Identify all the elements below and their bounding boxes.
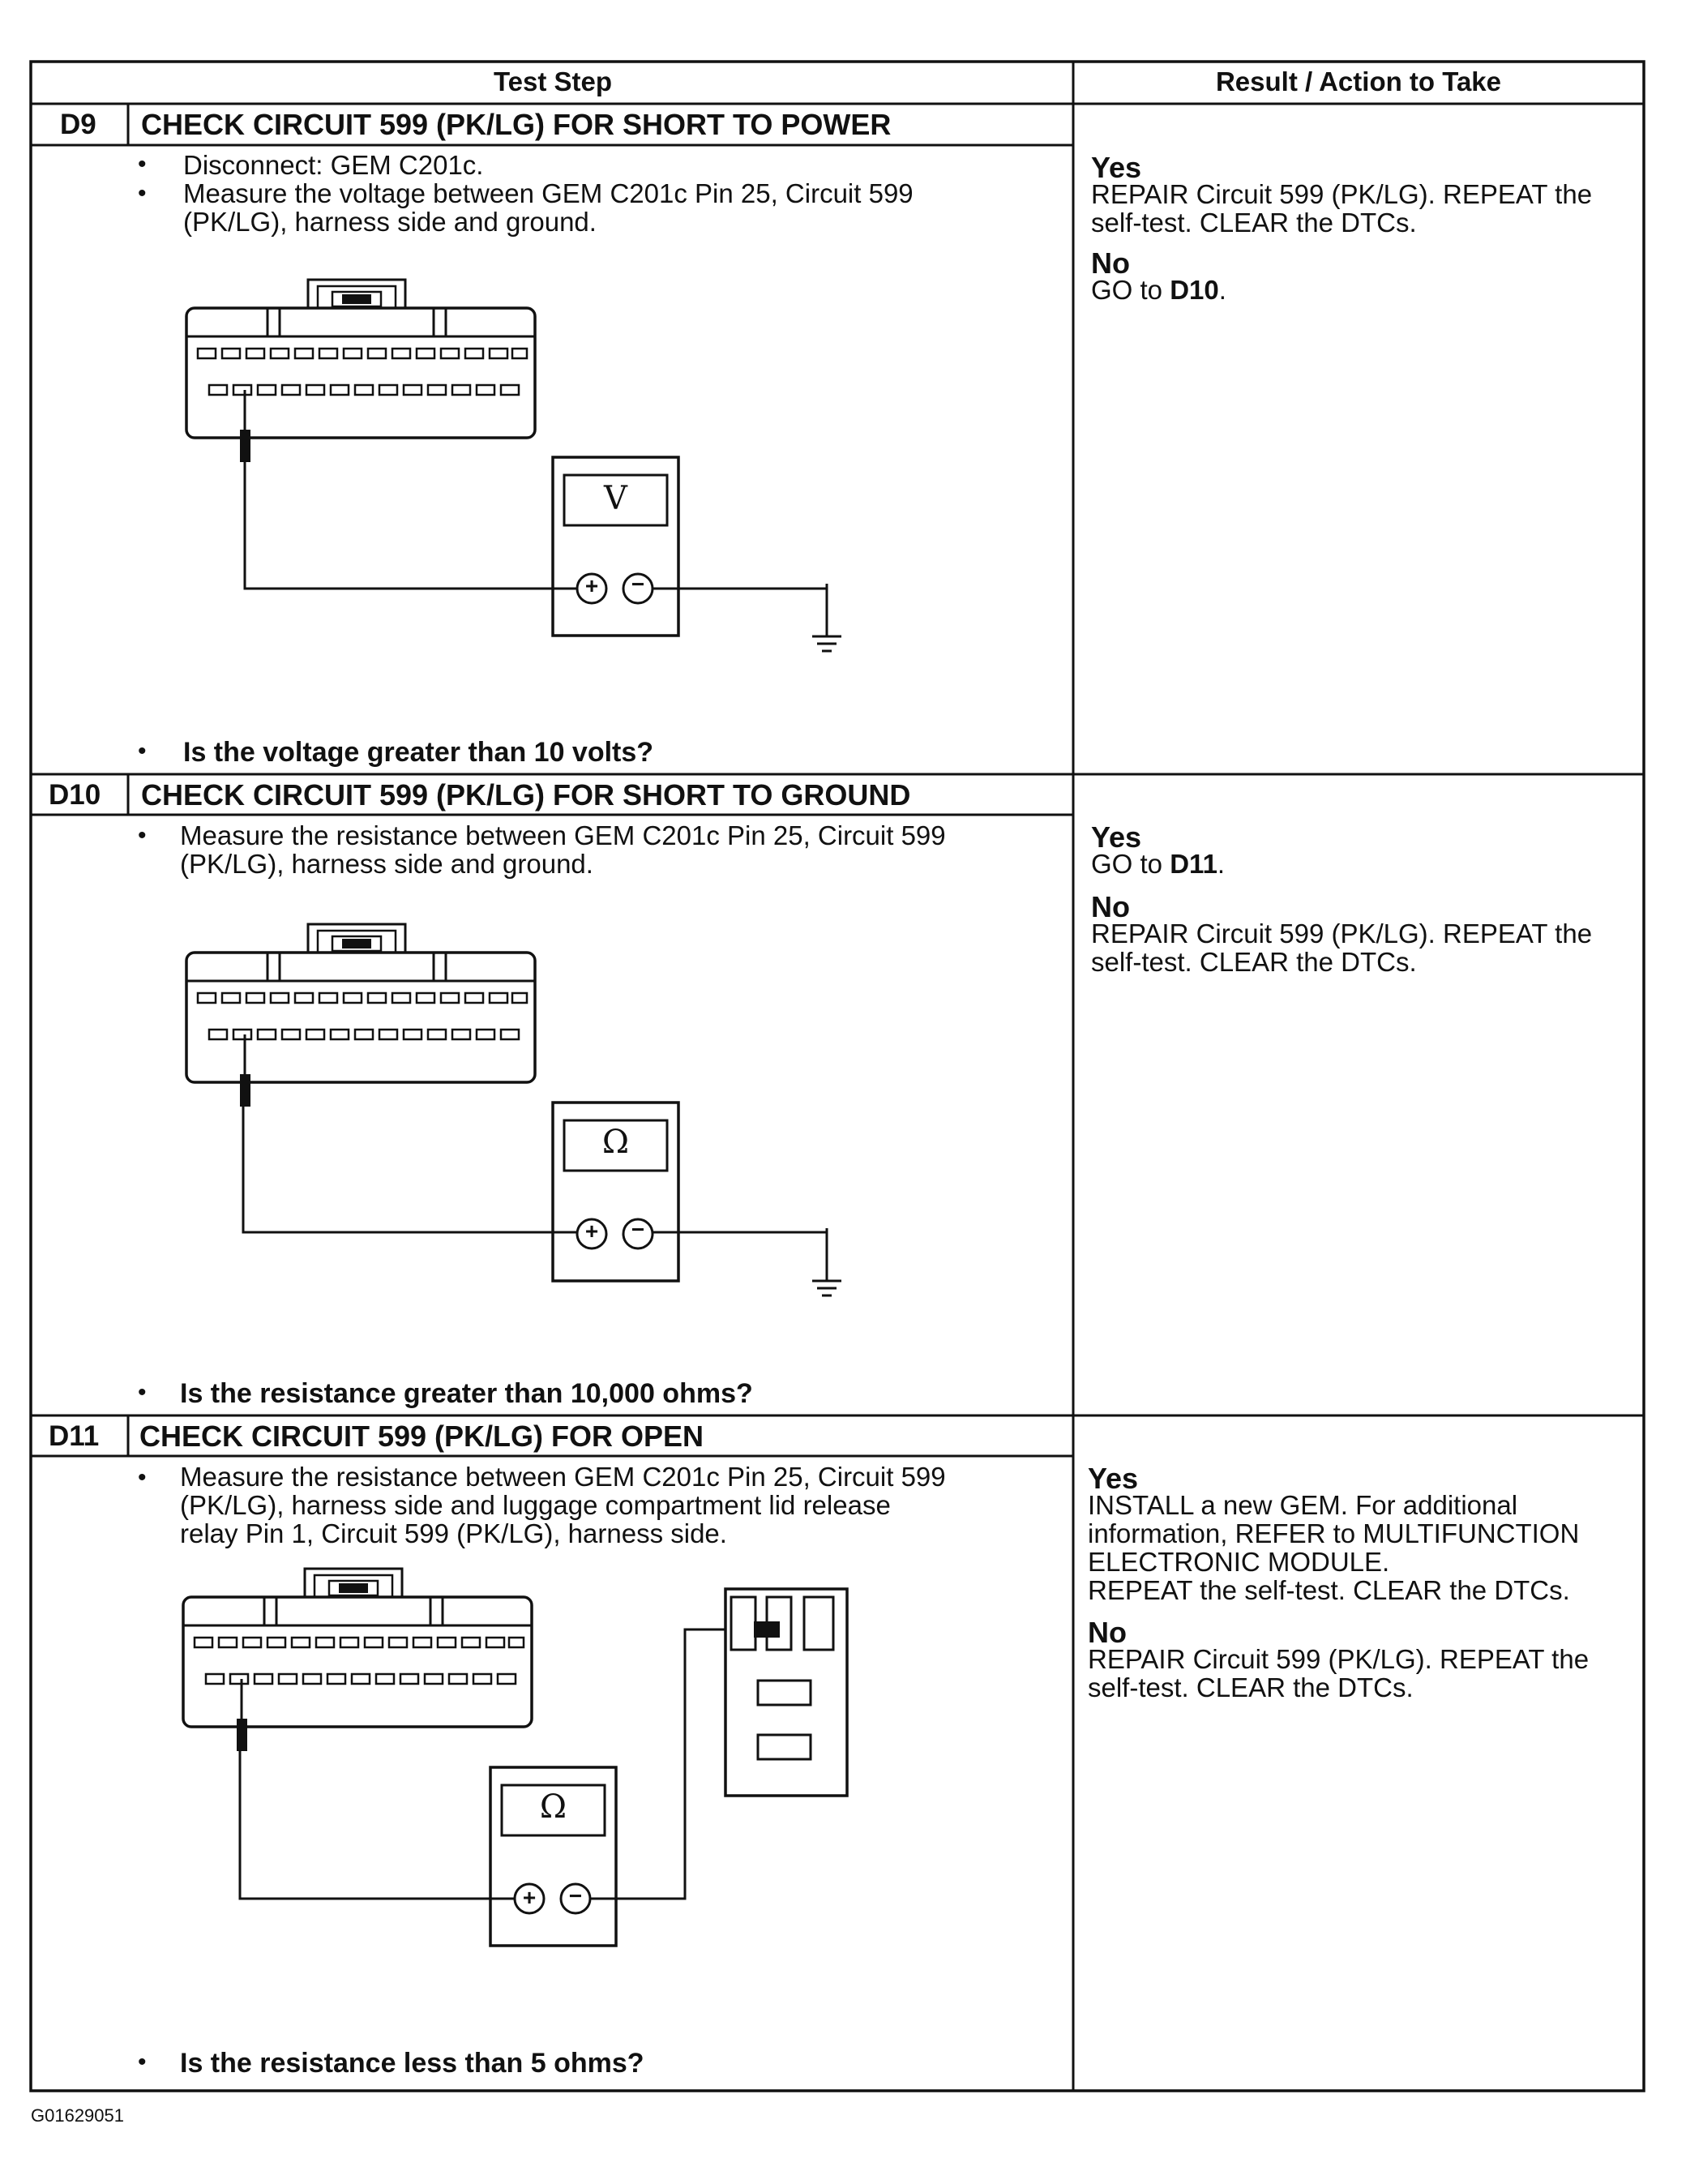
d10-bullet-1-line-1: Measure the resistance between GEM C201c Pin 25, Circuit 599 xyxy=(180,820,946,850)
bullet-dot: • xyxy=(138,738,147,764)
step-id-d10: D10 xyxy=(49,779,101,811)
d10-diagram xyxy=(186,924,841,1295)
d9-no-go-suffix: . xyxy=(1218,275,1226,305)
d11-bullet-1-line-3: relay Pin 1, Circuit 599 (PK/LG), harness side. xyxy=(180,1518,727,1548)
d10-no-label: No xyxy=(1091,890,1130,923)
d10-yes-go-target: D11 xyxy=(1170,849,1217,879)
bullet-dot: • xyxy=(138,822,147,849)
d11-yes-line-3: ELECTRONIC MODULE. xyxy=(1088,1547,1390,1577)
d9-question: Is the voltage greater than 10 volts? xyxy=(183,737,654,768)
header-result-action: Result / Action to Take xyxy=(1215,66,1502,96)
d11-meter-minus: − xyxy=(568,1883,583,1908)
step-id-d9: D9 xyxy=(60,109,96,140)
d9-bullet-2-line-1: Measure the voltage between GEM C201c Pin 25, Circuit 599 xyxy=(183,178,914,208)
d11-yes-line-2: information, REFER to MULTIFUNCTION xyxy=(1088,1518,1580,1548)
d9-no-action xyxy=(1091,276,1226,304)
d9-yes-line-1: REPAIR Circuit 599 (PK/LG). REPEAT the xyxy=(1091,179,1593,209)
d11-connector-diagram xyxy=(183,1569,532,1751)
d9-yes-label: Yes xyxy=(1091,151,1142,184)
d11-question: Is the resistance less than 5 ohms? xyxy=(180,2048,644,2079)
bullet-dot: • xyxy=(138,2049,147,2075)
d9-meter-symbol: V xyxy=(604,480,627,517)
bullet-dot: • xyxy=(138,1464,147,1491)
d9-ground-symbol xyxy=(812,584,841,651)
d10-yes-action xyxy=(1091,850,1225,878)
d11-relay-diagram xyxy=(725,1589,847,1796)
d9-connector-diagram xyxy=(186,280,535,462)
d11-no-line-1: REPAIR Circuit 599 (PK/LG). REPEAT the xyxy=(1088,1644,1590,1674)
d10-ground-symbol xyxy=(812,1228,841,1295)
d11-bullet-1-line-2: (PK/LG), harness side and luggage compartment lid release xyxy=(180,1490,891,1520)
d11-meter-symbol: Ω xyxy=(539,1788,567,1826)
d11-yes-label: Yes xyxy=(1088,1462,1139,1495)
d11-meter-plus: + xyxy=(522,1885,537,1910)
d9-bullet-1-line-1: Disconnect: GEM C201c. xyxy=(183,150,484,180)
header-test-step: Test Step xyxy=(493,66,613,96)
d9-no-label: No xyxy=(1091,246,1130,280)
d9-meter-minus: − xyxy=(631,572,645,597)
d10-no-line-1: REPAIR Circuit 599 (PK/LG). REPEAT the xyxy=(1091,919,1593,949)
d11-no-line-2: self-test. CLEAR the DTCs. xyxy=(1088,1672,1414,1702)
d10-meter-plus: + xyxy=(584,1218,599,1244)
d9-diagram xyxy=(186,280,841,651)
step-title-d10: CHECK CIRCUIT 599 (PK/LG) FOR SHORT TO GROUND xyxy=(141,778,911,812)
d10-no-line-2: self-test. CLEAR the DTCs. xyxy=(1091,947,1417,977)
step-id-d11: D11 xyxy=(49,1420,100,1452)
d11-yes-line-1: INSTALL a new GEM. For additional xyxy=(1088,1490,1518,1520)
d10-yes-go-prefix: GO to xyxy=(1091,849,1163,879)
step-title-d9: CHECK CIRCUIT 599 (PK/LG) FOR SHORT TO POWER xyxy=(141,108,892,141)
bullet-dot: • xyxy=(138,151,147,178)
d10-yes-label: Yes xyxy=(1091,820,1142,854)
bullet-dot: • xyxy=(138,180,147,207)
d10-bullet-1-line-2: (PK/LG), harness side and ground. xyxy=(180,849,593,879)
d9-meter-plus: + xyxy=(584,573,599,598)
d10-connector-diagram xyxy=(186,924,535,1107)
d9-yes-line-2: self-test. CLEAR the DTCs. xyxy=(1091,208,1417,238)
d11-no-label: No xyxy=(1088,1616,1127,1649)
d10-yes-go-suffix: . xyxy=(1217,849,1226,879)
d9-no-go-target: D10 xyxy=(1170,275,1219,305)
step-title-d11: CHECK CIRCUIT 599 (PK/LG) FOR OPEN xyxy=(139,1420,704,1453)
d11-yes-line-4: REPEAT the self-test. CLEAR the DTCs. xyxy=(1088,1575,1570,1605)
d9-no-go-prefix: GO to xyxy=(1091,275,1163,305)
d9-bullet-2-line-2: (PK/LG), harness side and ground. xyxy=(183,207,597,237)
d10-question: Is the resistance greater than 10,000 ohms? xyxy=(180,1378,753,1409)
d10-meter-symbol: Ω xyxy=(601,1124,630,1161)
figure-code: G01629051 xyxy=(31,2105,124,2126)
d10-meter-minus: − xyxy=(631,1217,645,1242)
bullet-dot: • xyxy=(138,1379,147,1406)
d11-bullet-1-line-1: Measure the resistance between GEM C201c Pin 25, Circuit 599 xyxy=(180,1462,946,1492)
